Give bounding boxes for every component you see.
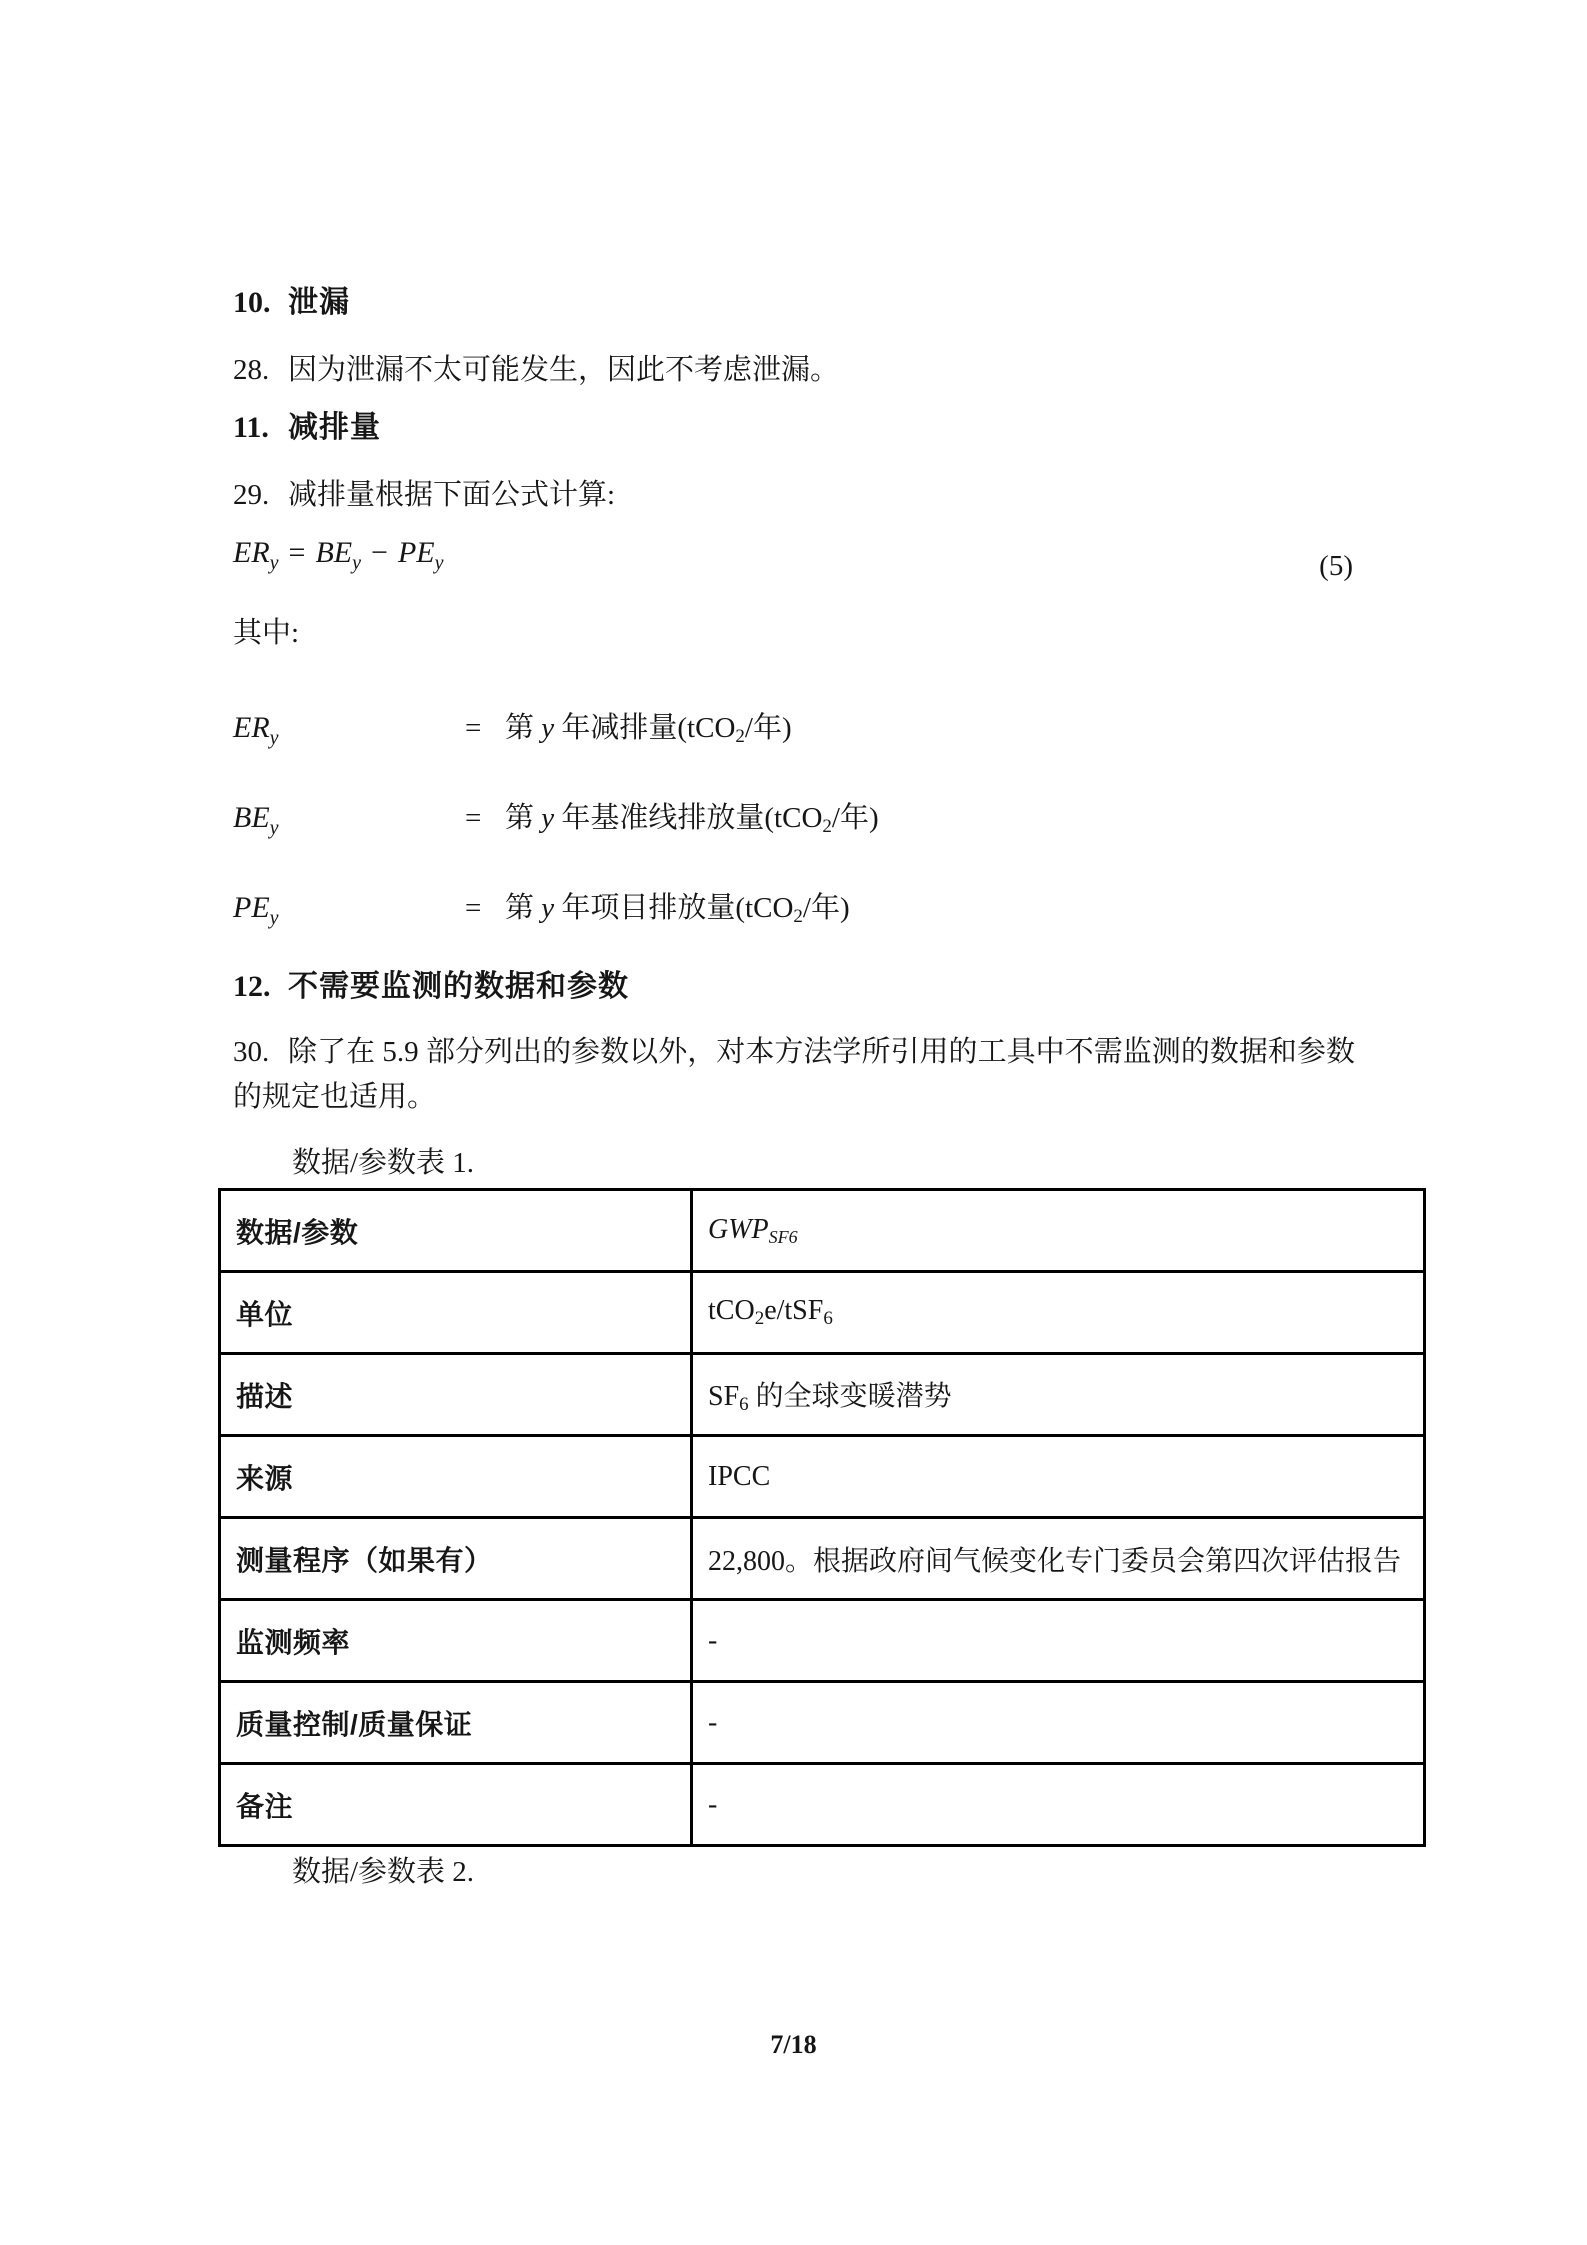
- paragraph-number: 30.: [233, 1036, 270, 1068]
- page-number: 7/18: [770, 2030, 817, 2059]
- definition-description: 第 y 年减排量(tCO2/年): [505, 712, 792, 747]
- table-row-measurement-procedure: [220, 1518, 1425, 1600]
- parameter-table-1: [218, 1188, 1426, 1847]
- param-value-cell: SF6 的全球变暖潜势: [692, 1354, 1425, 1436]
- param-label-cell: 质量控制/质量保证: [220, 1682, 692, 1764]
- param-label-cell: 监测频率: [220, 1600, 692, 1682]
- equals-sign: =: [288, 536, 306, 569]
- paragraph-number: 29.: [233, 479, 270, 511]
- equals-sign: =: [465, 712, 482, 744]
- param-label-cell: 数据/参数: [220, 1190, 692, 1272]
- param-value-cell: -: [692, 1600, 1425, 1682]
- param-value-cell: -: [692, 1682, 1425, 1764]
- definition-term: $ER_y$: [233, 711, 279, 749]
- section-number: 10.: [233, 286, 271, 319]
- definition-term: $BE_y$: [233, 801, 279, 839]
- section-title: 泄漏: [288, 286, 350, 319]
- table-row-remarks: [220, 1764, 1425, 1846]
- paragraph-30: [233, 1030, 1355, 1120]
- definition-term: $PE_y$: [233, 891, 279, 929]
- equation-term-ERy: $ER_y$: [233, 536, 279, 574]
- section-number: 12.: [233, 970, 271, 1003]
- table-row-monitoring-frequency: [220, 1600, 1425, 1682]
- param-label-cell: 单位: [220, 1272, 692, 1354]
- param-value-cell: GWPSF6: [692, 1190, 1425, 1272]
- paragraph-28: [233, 353, 839, 387]
- param-value-cell: IPCC: [692, 1436, 1425, 1518]
- param-value-cell: tCO2e/tSF6: [692, 1272, 1425, 1354]
- equation-term-PEy: $PE_y$: [397, 536, 444, 574]
- section-heading-10: [233, 287, 350, 319]
- where-label: 其中:: [233, 617, 300, 649]
- table-row-qc-qa: [220, 1682, 1425, 1764]
- param-label-cell: 来源: [220, 1436, 692, 1518]
- definition-description: 第 y 年基准线排放量(tCO2/年): [505, 802, 879, 837]
- table2-caption: 数据/参数表 2.: [292, 1856, 475, 1888]
- equals-sign: =: [465, 802, 482, 834]
- paragraph-29: [233, 478, 615, 512]
- definition-description: 第 y 年项目排放量(tCO2/年): [505, 892, 850, 927]
- definition-BEy: [233, 795, 879, 840]
- param-label-cell: 备注: [220, 1764, 692, 1846]
- param-value-cell: 22,800。根据政府间气候变化专门委员会第四次评估报告: [692, 1518, 1425, 1600]
- section-number: 11.: [233, 411, 269, 444]
- table-row-source: [220, 1436, 1425, 1518]
- definition-ERy: [233, 705, 792, 750]
- param-label-cell: 测量程序（如果有）: [220, 1518, 692, 1600]
- equals-sign: =: [465, 892, 482, 924]
- equation-number: (5): [1319, 550, 1353, 582]
- section-heading-11: [233, 412, 381, 444]
- param-label-cell: 描述: [220, 1354, 692, 1436]
- section-heading-12: [233, 971, 629, 1003]
- table-row-description: [220, 1354, 1425, 1436]
- paragraph-text: 减排量根据下面公式计算:: [288, 479, 616, 511]
- paragraph-text: 除了在 5.9 部分列出的参数以外，对本方法学所引用的工具中不需监测的数据和参数的规定也适用。: [233, 1036, 1355, 1113]
- definition-PEy: [233, 885, 850, 930]
- table1-caption: 数据/参数表 1.: [292, 1147, 475, 1179]
- section-title: 减排量: [288, 411, 381, 444]
- equation-5: [233, 536, 1353, 582]
- paragraph-number: 28.: [233, 354, 270, 386]
- paragraph-text: 因为泄漏不太可能发生，因此不考虑泄漏。: [288, 354, 840, 386]
- table-row-data-parameter: [220, 1190, 1425, 1272]
- equation-term-BEy: $BE_y$: [315, 536, 362, 574]
- param-value-cell: -: [692, 1764, 1425, 1846]
- section-title: 不需要监测的数据和参数: [288, 970, 629, 1003]
- minus-sign: −: [371, 536, 388, 569]
- table-row-unit: [220, 1272, 1425, 1354]
